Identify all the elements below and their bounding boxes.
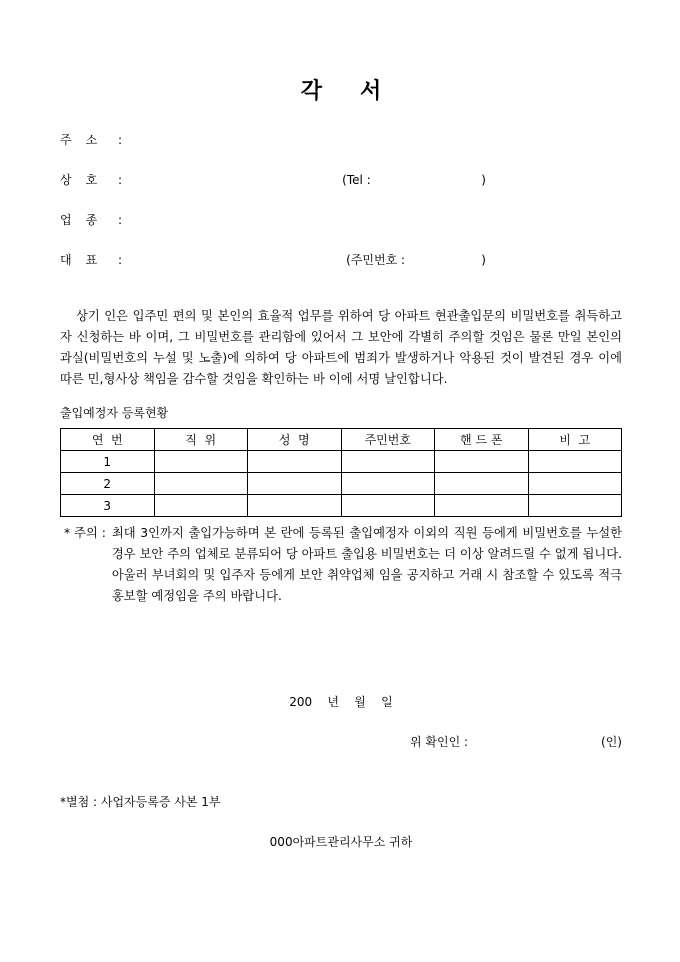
cell[interactable] <box>248 473 342 495</box>
date-line: 200 년 월 일 <box>289 695 393 709</box>
cell[interactable] <box>154 495 248 517</box>
cell[interactable] <box>528 495 622 517</box>
field-label-business-type: 업종 <box>60 213 112 227</box>
caution-body: 최대 3인까지 출입가능하며 본 란에 등록된 출입예정자 이외의 직원 등에게 비밀번호를 누설한 경우 보안 주의 업체로 분류되어 당 아파트 출입용 비밀번호는 더 이상 알려드릴 수 없게 됩니다. 아울러 부녀회의 및 입주자 등에게 보안 취약업체 임을 공지하고 거래 시 참조할 수 있도록 적극 홍보할 예정임을 주의 바랍니다. <box>111 526 622 603</box>
header-no: 연 번 <box>61 429 155 451</box>
table-caption: 출입예정자 등록현황 <box>60 406 169 420</box>
cell[interactable] <box>248 451 342 473</box>
field-colon: : <box>118 253 123 267</box>
document-title: 각서 <box>300 79 420 104</box>
table-header-row <box>61 429 622 451</box>
field-resident-number: (주민번호 : ) <box>346 253 486 267</box>
cell[interactable] <box>341 495 435 517</box>
field-row-company <box>60 172 622 212</box>
field-tel: (Tel : ) <box>342 173 486 187</box>
attachment-note: *별첨 : 사업자등록증 사본 1부 <box>60 795 221 809</box>
field-colon: : <box>118 133 123 147</box>
cell[interactable] <box>435 451 529 473</box>
seal-mark: (인) <box>601 735 622 749</box>
field-label-representative: 대표 <box>60 253 112 267</box>
field-colon: : <box>118 173 123 187</box>
cell[interactable] <box>341 473 435 495</box>
cell[interactable] <box>154 473 248 495</box>
cell[interactable] <box>528 473 622 495</box>
field-label-address: 주소 <box>60 133 112 147</box>
field-row-business-type <box>60 212 622 252</box>
signature-row <box>60 733 622 751</box>
row-number: 1 <box>61 451 155 473</box>
table-row <box>61 473 622 495</box>
field-row-address <box>60 132 622 172</box>
cell[interactable] <box>248 495 342 517</box>
cell[interactable] <box>528 451 622 473</box>
row-number: 2 <box>61 473 155 495</box>
addressee: 000아파트관리사무소 귀하 <box>269 835 413 849</box>
cell[interactable] <box>435 495 529 517</box>
header-fields <box>60 132 622 292</box>
registrant-table <box>60 428 622 517</box>
table-row <box>61 495 622 517</box>
caution-prefix: * 주의 : <box>64 526 106 540</box>
pledge-paragraph: 상기 인은 입주민 편의 및 본인의 효율적 업무를 위하여 당 아파트 현관출입문의 비밀번호를 취득하고자 신청하는 바 이며, 그 비밀번호를 관리함에 있어서 그 보안에 각별히 주의할 것임은 물론 만일 본인의 과실(비밀번호의 누설 및 노출)에 의하여 당 아파트에 범죄가 발생하거나 악용된 것이 발견된 경우 이에 따른 민,형사상 책임을 감수할 것임을 확인하는 바 이에 서명 날인합니다. <box>60 309 622 386</box>
header-position: 직 위 <box>154 429 248 451</box>
cell[interactable] <box>341 451 435 473</box>
header-resident-number: 주민번호 <box>341 429 435 451</box>
table-row <box>61 451 622 473</box>
row-number: 3 <box>61 495 155 517</box>
header-remarks: 비 고 <box>528 429 622 451</box>
cell[interactable] <box>154 451 248 473</box>
field-row-representative <box>60 252 622 292</box>
caution-note <box>60 523 622 607</box>
field-label-company: 상호 <box>60 173 112 187</box>
field-colon: : <box>118 213 123 227</box>
header-phone: 핸 드 폰 <box>435 429 529 451</box>
header-name: 성 명 <box>248 429 342 451</box>
cell[interactable] <box>435 473 529 495</box>
signer-label: 위 확인인 : <box>410 735 469 749</box>
